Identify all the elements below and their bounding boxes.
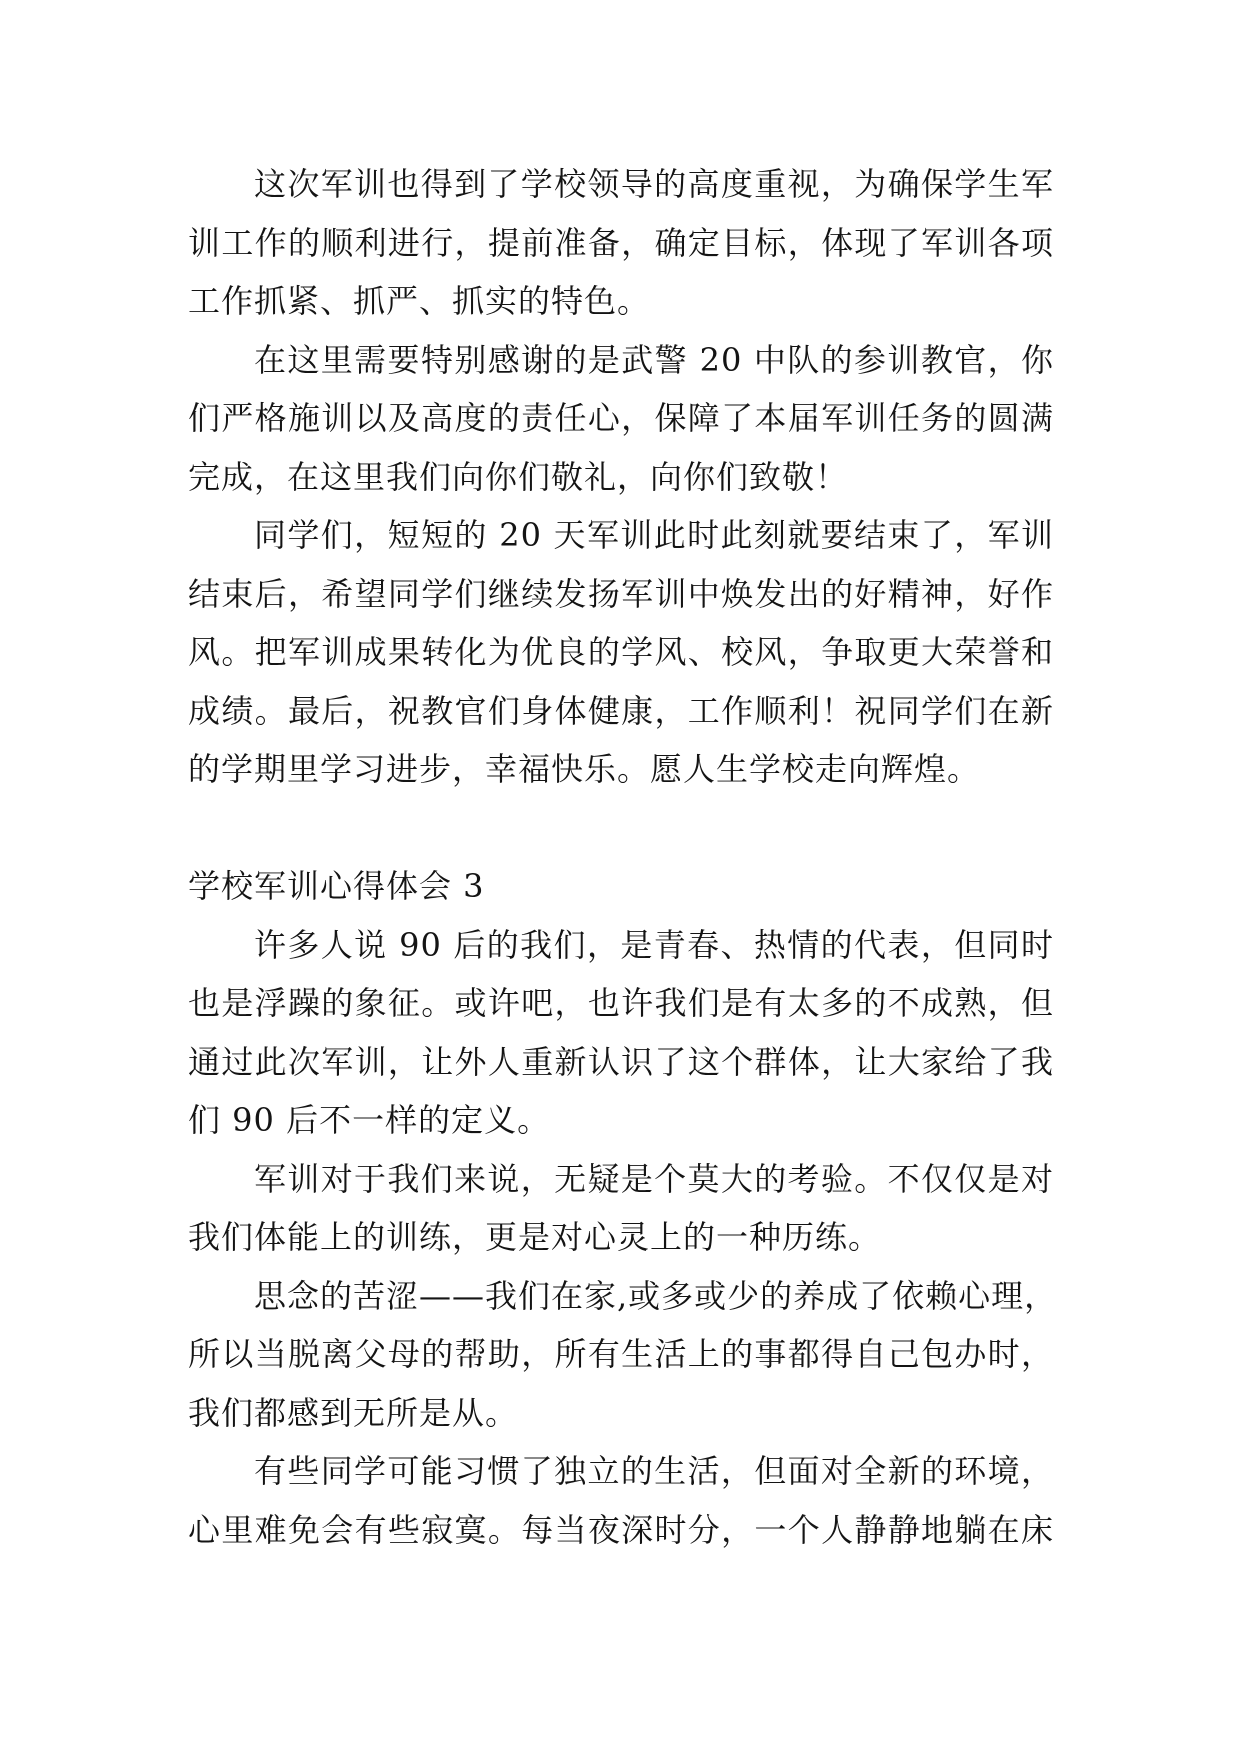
text-line: 结束后，希望同学们继续发扬军训中焕发出的好精神，好作 — [188, 574, 1054, 613]
text-line: 的学期里学习进步，幸福快乐。愿人生学校走向辉煌。 — [188, 750, 981, 788]
text-line: 同学们，短短的 20 天军训此时此刻就要结束了，军训 — [254, 516, 1054, 554]
text-line: 军训对于我们来说，无疑是个莫大的考验。不仅仅是对 — [254, 1159, 1054, 1198]
text-line: 通过此次军训，让外人重新认识了这个群体，让大家给了我 — [188, 1042, 1054, 1081]
text-line: 思念的苦涩——我们在家,或多或少的养成了依赖心理， — [254, 1276, 1058, 1315]
paragraph — [188, 506, 1054, 799]
text-line: 训工作的顺利进行，提前准备，确定目标，体现了军训各项 — [188, 223, 1054, 262]
text-line: 所以当脱离父母的帮助，所有生活上的事都得自己包办时， — [188, 1335, 1054, 1373]
paragraph — [188, 331, 1054, 507]
text-line: 有些同学可能习惯了独立的生活，但面对全新的环境， — [254, 1452, 1054, 1490]
paragraph — [188, 155, 1054, 331]
text-line: 我们体能上的训练，更是对心灵上的一种历练。 — [188, 1218, 882, 1256]
text-line: 完成，在这里我们向你们敬礼，向你们致敬！ — [188, 457, 849, 496]
paragraph — [188, 1150, 1054, 1267]
text-line: 心里难免会有些寂寞。每当夜深时分，一个人静静地躺在床 — [188, 1510, 1054, 1549]
text-line: 工作抓紧、抓严、抓实的特色。 — [188, 282, 651, 320]
section-heading: 学校军训心得体会 3 — [188, 867, 485, 905]
paragraph — [188, 1442, 1054, 1559]
text-line: 风。把军训成果转化为优良的学风、校风，争取更大荣誉和 — [188, 633, 1054, 671]
text-line: 们严格施训以及高度的责任心，保障了本届军训任务的圆满 — [188, 399, 1054, 437]
paragraph — [188, 916, 1054, 1150]
text-line: 我们都感到无所是从。 — [188, 1393, 519, 1432]
text-line: 许多人说 90 后的我们，是青春、热情的代表，但同时 — [254, 925, 1054, 964]
document-body — [188, 155, 1058, 1559]
paragraph — [188, 1267, 1058, 1443]
text-line: 也是浮躁的象征。或许吧，也许我们是有太多的不成熟，但 — [188, 984, 1054, 1022]
text-line: 成绩。最后，祝教官们身体健康，工作顺利！祝同学们在新 — [188, 691, 1054, 730]
text-line: 这次军训也得到了学校领导的高度重视，为确保学生军 — [254, 165, 1054, 203]
text-line: 在这里需要特别感谢的是武警 20 中队的参训教官，你 — [254, 340, 1054, 379]
text-line: 们 90 后不一样的定义。 — [188, 1101, 551, 1139]
